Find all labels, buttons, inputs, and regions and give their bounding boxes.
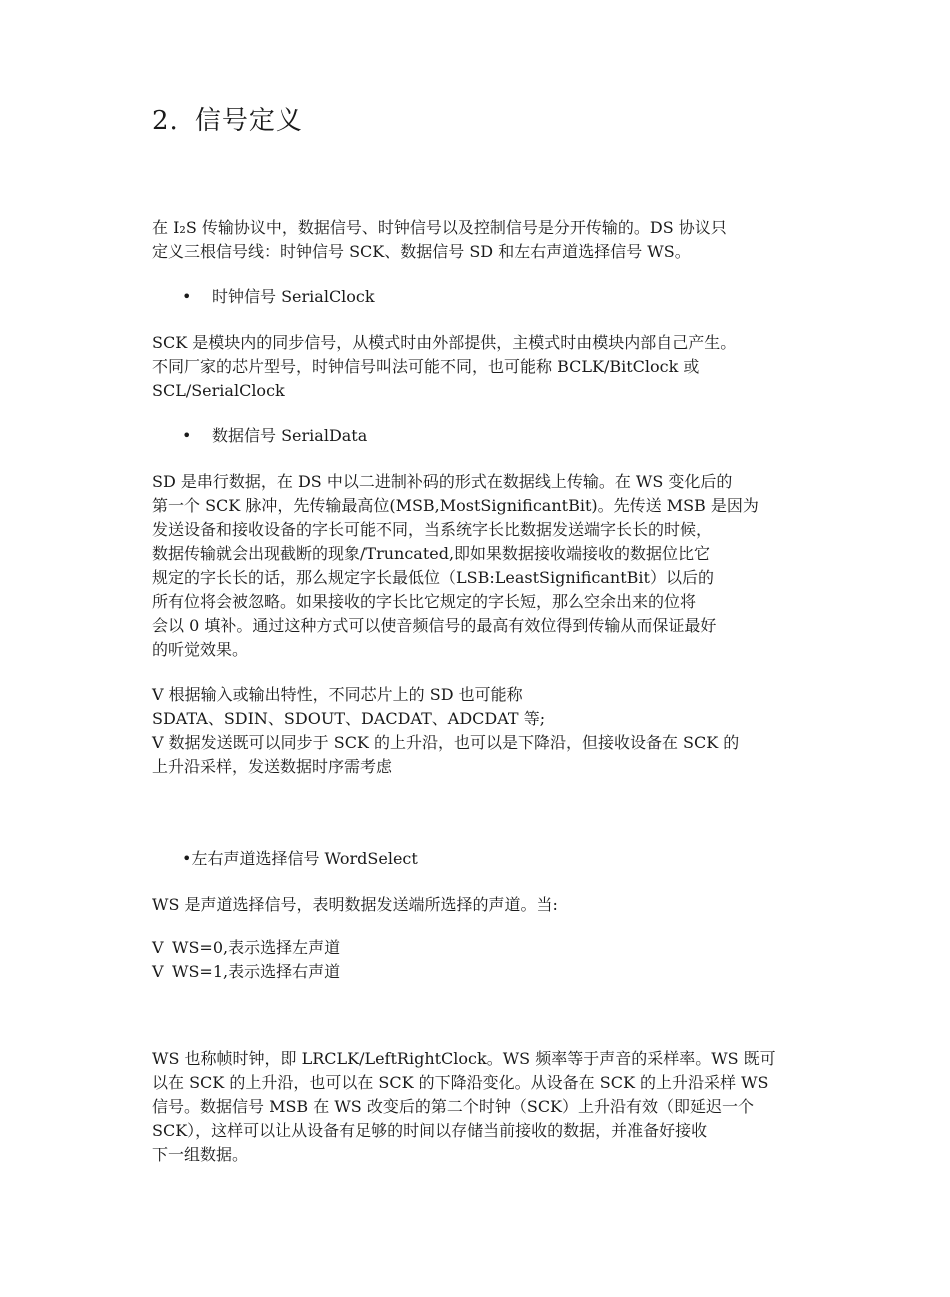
ws-detail-line: 以在 SCK 的上升沿，也可以在 SCK 的下降沿变化。从设备在 SCK 的上升沿采样 WS: [152, 1073, 769, 1092]
sd-line: 所有位将会被忽略。如果接收的字长比它规定的字长短，那么空余出来的位将: [152, 592, 697, 611]
intro-line: 定义三根信号线：时钟信号 SCK、数据信号 SD 和左右声道选择信号 WS。: [152, 242, 691, 261]
bullet-ws: [182, 847, 418, 871]
ws-detail-line: WS 也称帧时钟，即 LRCLK/LeftRightClock。WS 频率等于声音的采样率。WS 既可: [152, 1049, 776, 1068]
ws-detail-line: 信号。数据信号 MSB 在 WS 改变后的第二个时钟（SCK）上升沿有效（即延迟一个: [152, 1097, 755, 1116]
sd-note-line: V 根据输入或输出特性，不同芯片上的 SD 也可能称: [152, 685, 523, 704]
section-heading: [152, 104, 303, 138]
ws-paragraph: [152, 893, 832, 917]
ws-values: [152, 936, 832, 984]
intro-paragraph: [152, 216, 832, 264]
ws-detail-line: SCK），这样可以让从设备有足够的时间以存储当前接收的数据，并准备好接收: [152, 1121, 708, 1140]
ws-value-item: [152, 936, 832, 960]
bullet-sd: [182, 424, 367, 448]
sd-line: 第一个 SCK 脉冲，先传输最高位(MSB,MostSignificantBit)。先传送 MSB 是因为: [152, 496, 759, 515]
sd-notes: [152, 683, 832, 779]
section-title: 信号定义: [194, 106, 303, 136]
intro-line: 在 I₂S 传输协议中，数据信号、时钟信号以及控制信号是分开传输的。DS 协议只: [152, 218, 727, 237]
bullet-sck: [182, 285, 375, 309]
bullet-dot: •: [182, 849, 192, 868]
sd-paragraph: [152, 470, 832, 662]
sck-line: SCK 是模块内的同步信号，从模式时由外部提供，主模式时由模块内部自己产生。: [152, 333, 737, 352]
sd-line: 的听觉效果。: [152, 640, 249, 659]
sck-paragraph: [152, 331, 832, 403]
sd-line: 会以 0 填补。通过这种方式可以使音频信号的最高有效位得到传输从而保证最好: [152, 616, 717, 635]
ws-value-text: WS=1,表示选择右声道: [172, 962, 341, 981]
ws-value-item: [152, 960, 832, 984]
bullet-label: 时钟信号 SerialClock: [212, 287, 375, 306]
ws-value-text: WS=0,表示选择左声道: [172, 938, 341, 957]
ws-detail-line: 下一组数据。: [152, 1145, 249, 1164]
sd-line: SD 是串行数据，在 DS 中以二进制补码的形式在数据线上传输。在 WS 变化后的: [152, 472, 733, 491]
sck-line: 不同厂家的芯片型号，时钟信号叫法可能不同，也可能称 BCLK/BitClock 或: [152, 357, 700, 376]
bullet-dot: •: [182, 426, 192, 445]
ws-detail-paragraph: [152, 1047, 832, 1167]
check-mark: V: [152, 938, 164, 957]
sck-line: SCL/SerialClock: [152, 381, 285, 400]
bullet-label: 数据信号 SerialData: [212, 426, 368, 445]
sd-note-line: SDATA、SDIN、SDOUT、DACDAT、ADCDAT 等;: [152, 709, 546, 728]
bullet-dot: •: [182, 287, 192, 306]
bullet-label: 左右声道选择信号 WordSelect: [191, 849, 418, 868]
sd-note-line: 上升沿采样，发送数据时序需考虑: [152, 757, 393, 776]
sd-line: 数据传输就会出现截断的现象/Truncated,即如果数据接收端接收的数据位比它: [152, 544, 711, 563]
check-mark: V: [152, 962, 164, 981]
section-number: 2.: [152, 106, 179, 136]
sd-line: 发送设备和接收设备的字长可能不同，当系统字长比数据发送端字长长的时候，: [152, 520, 713, 539]
ws-line: WS 是声道选择信号，表明数据发送端所选择的声道。当:: [152, 895, 558, 914]
sd-line: 规定的字长长的话，那么规定字长最低位（LSB:LeastSignificantBit）以后的: [152, 568, 714, 587]
sd-note-line: V 数据发送既可以同步于 SCK 的上升沿，也可以是下降沿，但接收设备在 SCK 的: [152, 733, 740, 752]
